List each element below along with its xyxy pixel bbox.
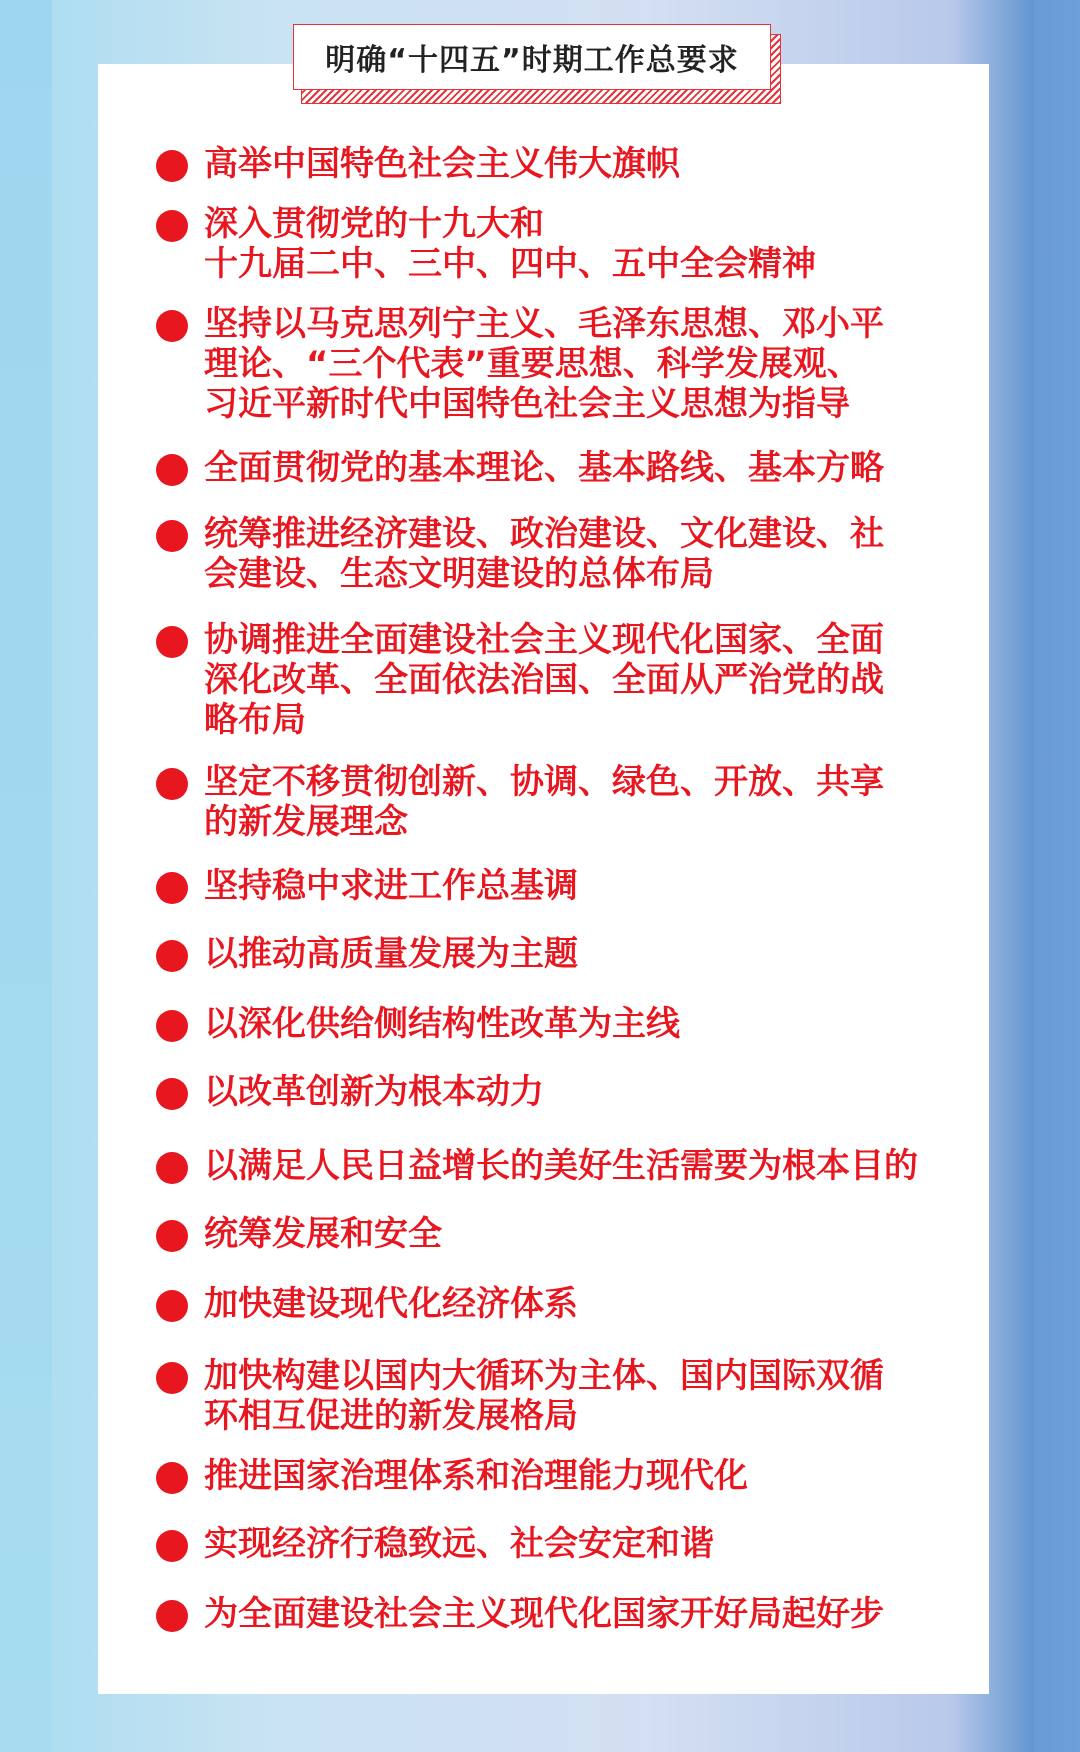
bullet-icon (156, 310, 188, 342)
list-item (204, 1214, 964, 1254)
bullet-icon (156, 872, 188, 904)
list-item-line: 会建设、生态文明建设的总体布局 (204, 554, 714, 594)
list-item-line: 十九届二中、三中、四中、五中全会精神 (204, 244, 816, 284)
bullet-icon (156, 1152, 188, 1184)
bullet-icon (156, 520, 188, 552)
bullet-icon (156, 1600, 188, 1632)
list-item-line: 深化改革、全面依法治国、全面从严治党的战 (204, 660, 884, 700)
list-item (204, 514, 964, 594)
bullet-icon (156, 454, 188, 486)
list-item-line: 加快构建以国内大循环为主体、国内国际双循 (204, 1356, 884, 1396)
bullet-icon (156, 1290, 188, 1322)
list-item-line: 略布局 (204, 700, 306, 740)
list-item (204, 1146, 964, 1186)
list-item-line: 以改革创新为根本动力 (204, 1072, 544, 1112)
bullet-icon (156, 1362, 188, 1394)
list-item-line: 环相互促进的新发展格局 (204, 1396, 578, 1436)
list-item-line: 坚持以马克思列宁主义、毛泽东思想、邓小平 (204, 304, 884, 344)
list-item-line: 以满足人民日益增长的美好生活需要为根本目的 (204, 1146, 918, 1186)
bullet-icon (156, 150, 188, 182)
list-item-line: 统筹推进经济建设、政治建设、文化建设、社 (204, 514, 884, 554)
list-item-line: 坚定不移贯彻创新、协调、绿色、开放、共享 (204, 762, 884, 802)
bullet-icon (156, 1078, 188, 1110)
list-item-line: 加快建设现代化经济体系 (204, 1284, 578, 1324)
bullet-icon (156, 1010, 188, 1042)
list-item-line: 协调推进全面建设社会主义现代化国家、全面 (204, 620, 884, 660)
list-item-line: 以深化供给侧结构性改革为主线 (204, 1004, 680, 1044)
list-item (204, 1284, 964, 1324)
list-item-line: 实现经济行稳致远、社会安定和谐 (204, 1524, 714, 1564)
list-item-line: 统筹发展和安全 (204, 1214, 442, 1254)
list-item (204, 1072, 964, 1112)
title-box (293, 24, 771, 90)
list-item (204, 304, 964, 424)
bullet-icon (156, 626, 188, 658)
bullet-icon (156, 940, 188, 972)
bullet-icon (156, 210, 188, 242)
list-item-line: 习近平新时代中国特色社会主义思想为指导 (204, 384, 850, 424)
list-item-line: 高举中国特色社会主义伟大旗帜 (204, 144, 680, 184)
list-item-line: 推进国家治理体系和治理能力现代化 (204, 1456, 748, 1496)
list-item (204, 866, 964, 906)
list-item-line: 的新发展理念 (204, 802, 408, 842)
right-background-stripe (1034, 0, 1080, 1752)
list-item-line: 全面贯彻党的基本理论、基本路线、基本方略 (204, 448, 884, 488)
title-banner (293, 24, 786, 106)
left-background-stripe (0, 0, 52, 1752)
list-item (204, 1356, 964, 1436)
bullet-icon (156, 1530, 188, 1562)
list-item (204, 620, 964, 740)
page-title: 明确“十四五”时期工作总要求 (325, 43, 739, 78)
list-item-line: 为全面建设社会主义现代化国家开好局起好步 (204, 1594, 884, 1634)
list-item (204, 1524, 964, 1564)
list-item (204, 1004, 964, 1044)
list-item (204, 762, 964, 842)
list-item-line: 坚持稳中求进工作总基调 (204, 866, 578, 906)
list-item (204, 204, 964, 284)
list-item (204, 1456, 964, 1496)
list-item (204, 144, 964, 184)
list-item-line: 以推动高质量发展为主题 (204, 934, 578, 974)
list-item-line: 深入贯彻党的十九大和 (204, 204, 544, 244)
list-item (204, 448, 964, 488)
list-item (204, 934, 964, 974)
bullet-icon (156, 1220, 188, 1252)
list-item-line: 理论、“三个代表”重要思想、科学发展观、 (204, 344, 861, 384)
list-item (204, 1594, 964, 1634)
bullet-icon (156, 768, 188, 800)
bullet-icon (156, 1462, 188, 1494)
